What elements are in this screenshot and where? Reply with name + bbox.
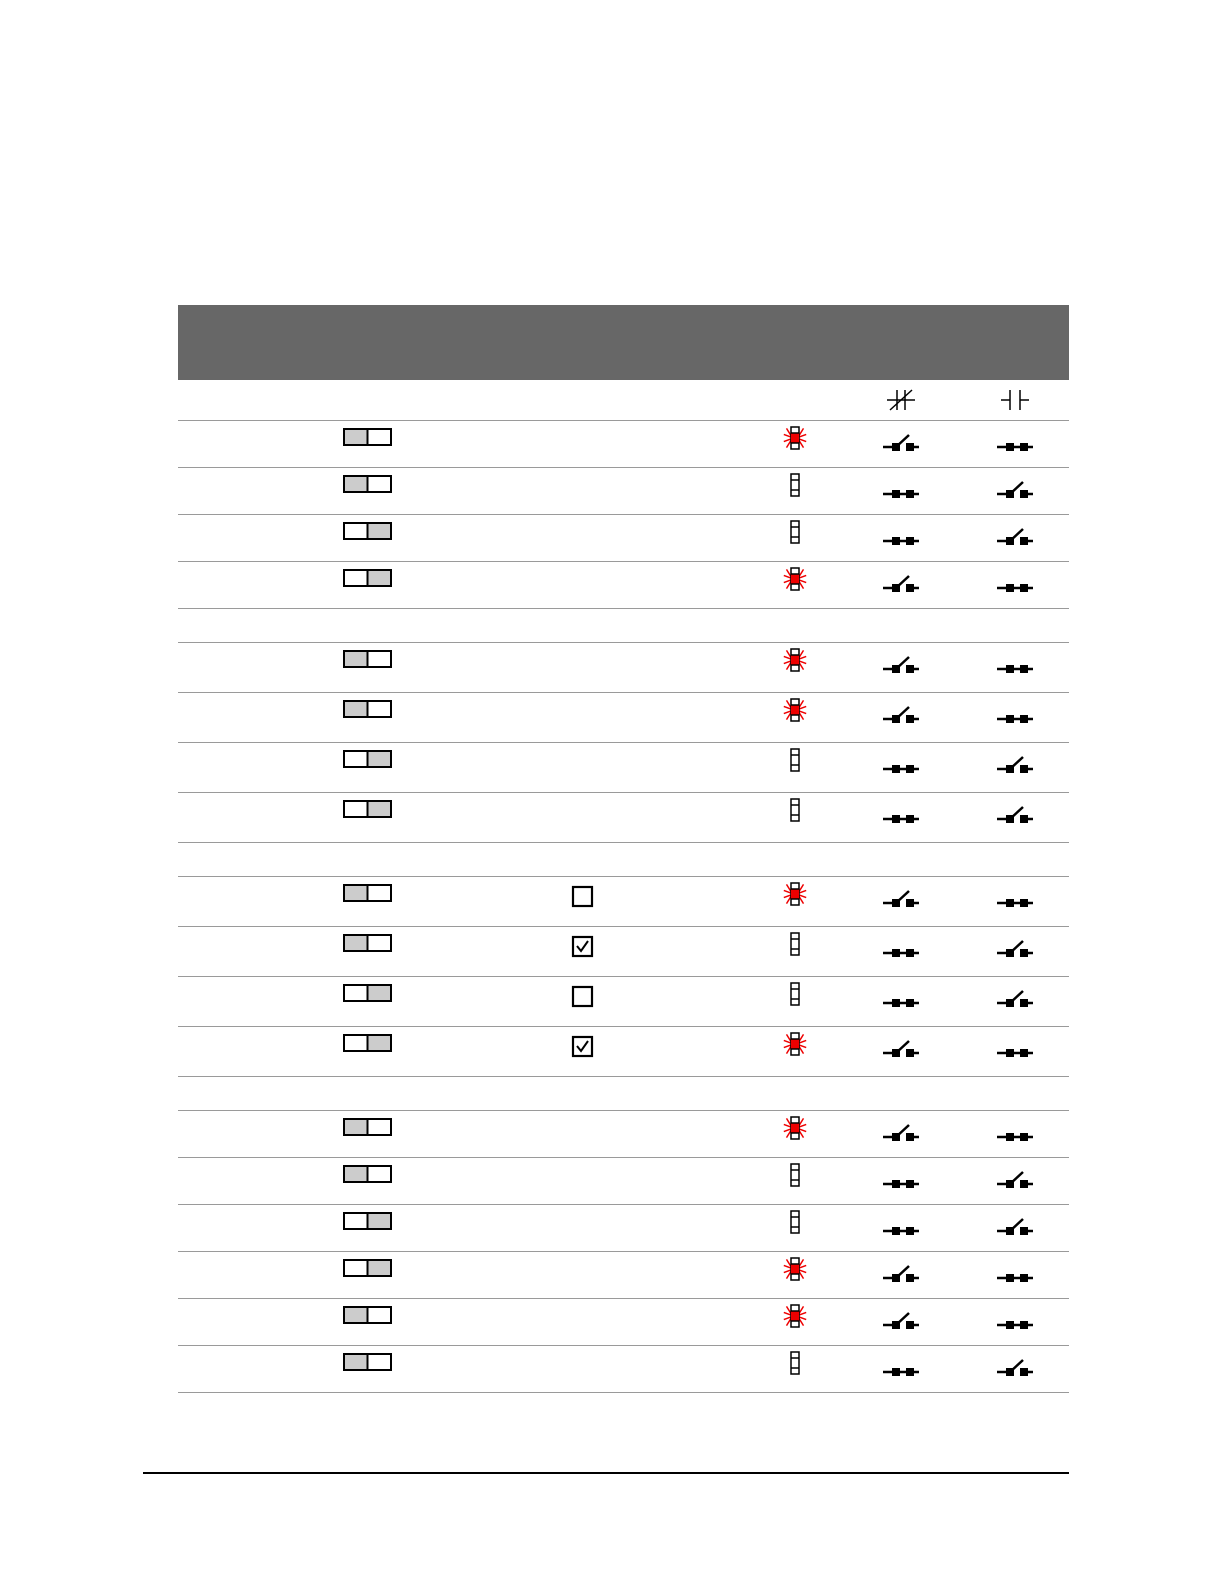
slide-switch-left-icon (343, 697, 393, 719)
no-contact-closed-icon (975, 877, 1055, 917)
led-off-icon (780, 1161, 810, 1189)
nc-contact-cell (861, 1252, 941, 1298)
led-on-icon (780, 1302, 810, 1330)
nc-contact-cell-symbol (861, 562, 941, 608)
led-off-icon (780, 471, 810, 499)
slide-switch-right-icon (343, 519, 393, 541)
no-contact-cell-symbol (975, 1205, 1055, 1251)
switch-cell-symbol (343, 472, 393, 514)
no-contact-closed-icon (975, 562, 1055, 602)
nc-contact-cell (861, 1111, 941, 1157)
no-contact-closed-icon (975, 693, 1055, 733)
led-cell (780, 421, 810, 467)
switch-cell (343, 1205, 393, 1251)
nc-contact-closed-icon (861, 977, 941, 1017)
header-nc-cell (861, 380, 941, 420)
no-contact-cell-symbol (975, 515, 1055, 561)
table-row (178, 1111, 1069, 1158)
switch-cell (343, 793, 393, 842)
nc-contact-open-icon (861, 643, 941, 683)
slide-switch-right-icon (343, 797, 393, 819)
slide-switch-right-icon (343, 1031, 393, 1053)
no-contact-cell-symbol (975, 1346, 1055, 1392)
switch-cell (343, 1346, 393, 1392)
nc-contact-cell-symbol (861, 1158, 941, 1204)
table-row (178, 1205, 1069, 1252)
no-contact-cell (975, 793, 1055, 842)
no-contact-cell (975, 977, 1055, 1026)
led-cell (780, 793, 810, 842)
switch-cell (343, 743, 393, 792)
led-off-icon (780, 796, 810, 824)
nc-contact-cell (861, 562, 941, 608)
led-cell (780, 1111, 810, 1157)
table-row (178, 1158, 1069, 1205)
switch-cell-symbol (343, 1115, 393, 1157)
led-cell-symbol (780, 980, 810, 1026)
slide-switch-left-icon (343, 472, 393, 494)
nc-contact-cell (861, 693, 941, 742)
switch-cell (343, 643, 393, 692)
no-contact-cell-symbol (975, 877, 1055, 926)
table-row (178, 468, 1069, 515)
switch-cell-symbol (343, 647, 393, 692)
switch-cell-symbol (343, 747, 393, 792)
switch-cell-symbol (343, 881, 393, 926)
nc-contact-closed-icon (861, 468, 941, 508)
switch-cell (343, 515, 393, 561)
normally-open-contact-icon (975, 380, 1055, 420)
led-off-icon (780, 1349, 810, 1377)
led-cell (780, 743, 810, 792)
nc-contact-cell-symbol (861, 1252, 941, 1298)
checkbox-cell-symbol (570, 1034, 596, 1076)
led-cell (780, 515, 810, 561)
slide-switch-right-icon (343, 566, 393, 588)
table-row (178, 421, 1069, 468)
table-row (178, 793, 1069, 843)
led-cell-symbol (780, 746, 810, 792)
no-contact-closed-icon (975, 643, 1055, 683)
no-contact-cell (975, 1158, 1055, 1204)
led-off-icon (780, 930, 810, 958)
table-row (178, 562, 1069, 609)
nc-contact-cell-symbol (861, 1205, 941, 1251)
led-cell (780, 468, 810, 514)
checkbox-checked-icon (570, 934, 596, 960)
switch-cell (343, 1252, 393, 1298)
table-row (178, 693, 1069, 743)
no-contact-closed-icon (975, 1252, 1055, 1292)
slide-switch-right-icon (343, 747, 393, 769)
nc-contact-cell-symbol (861, 515, 941, 561)
switch-cell-symbol (343, 697, 393, 742)
table-row (178, 927, 1069, 977)
checkbox-cell-symbol (570, 934, 596, 976)
led-cell-symbol (780, 880, 810, 926)
symbol-header-row (178, 380, 1069, 421)
no-contact-cell-symbol (975, 1252, 1055, 1298)
no-contact-open-icon (975, 1158, 1055, 1198)
led-cell (780, 1158, 810, 1204)
nc-contact-cell (861, 1027, 941, 1076)
nc-contact-closed-icon (861, 515, 941, 555)
switch-cell (343, 562, 393, 608)
nc-contact-cell-symbol (861, 1111, 941, 1157)
led-cell-symbol (780, 424, 810, 467)
table-row (178, 743, 1069, 793)
nc-contact-cell-symbol (861, 1027, 941, 1076)
no-contact-open-icon (975, 793, 1055, 833)
no-contact-cell (975, 421, 1055, 467)
switch-cell-symbol (343, 566, 393, 608)
nc-contact-cell-symbol (861, 877, 941, 926)
switch-cell-symbol (343, 931, 393, 976)
checkbox-cell (568, 977, 598, 1026)
nc-contact-closed-icon (861, 1158, 941, 1198)
nc-contact-cell (861, 1158, 941, 1204)
led-cell (780, 977, 810, 1026)
switch-cell-symbol (343, 519, 393, 561)
table-row (178, 877, 1069, 927)
no-contact-closed-icon (975, 1027, 1055, 1067)
no-contact-cell (975, 468, 1055, 514)
led-cell-symbol (780, 1302, 810, 1345)
checkbox-cell (568, 927, 598, 976)
switch-cell (343, 1158, 393, 1204)
no-contact-cell-symbol (975, 1158, 1055, 1204)
nc-contact-cell-symbol (861, 977, 941, 1026)
led-cell-symbol (780, 1030, 810, 1076)
led-on-icon (780, 880, 810, 908)
nc-contact-cell (861, 643, 941, 692)
no-contact-cell (975, 562, 1055, 608)
header-no-cell (975, 380, 1055, 420)
led-cell-symbol (780, 1349, 810, 1392)
table-row (178, 643, 1069, 693)
led-cell-symbol (780, 471, 810, 514)
led-on-icon (780, 1255, 810, 1283)
switch-cell (343, 421, 393, 467)
led-cell (780, 877, 810, 926)
nc-contact-cell-symbol (861, 643, 941, 692)
no-contact-cell (975, 693, 1055, 742)
nc-contact-open-icon (861, 562, 941, 602)
checkbox-cell-symbol (570, 884, 596, 926)
no-contact-open-icon (975, 468, 1055, 508)
checkbox-cell (568, 877, 598, 926)
nc-contact-cell-symbol (861, 793, 941, 842)
nc-contact-open-icon (861, 1299, 941, 1339)
no-contact-cell (975, 1111, 1055, 1157)
no-contact-closed-icon (975, 1299, 1055, 1339)
table-header-bar (178, 305, 1069, 380)
no-contact-cell-symbol (975, 643, 1055, 692)
group-separator-row (178, 843, 1069, 877)
nc-contact-cell (861, 515, 941, 561)
no-contact-cell (975, 1346, 1055, 1392)
switch-cell (343, 1111, 393, 1157)
no-contact-open-icon (975, 515, 1055, 555)
switch-cell (343, 1299, 393, 1345)
led-cell (780, 1027, 810, 1076)
led-cell-symbol (780, 1161, 810, 1204)
led-cell-symbol (780, 796, 810, 842)
led-on-icon (780, 1114, 810, 1142)
led-cell-symbol (780, 1208, 810, 1251)
switch-cell-symbol (343, 797, 393, 842)
switch-cell (343, 977, 393, 1026)
nc-contact-cell (861, 1205, 941, 1251)
no-contact-cell (975, 1299, 1055, 1345)
slide-switch-left-icon (343, 647, 393, 669)
nc-contact-cell-symbol (861, 1299, 941, 1345)
slide-switch-left-icon (343, 1303, 393, 1325)
led-cell-symbol (780, 1255, 810, 1298)
led-cell (780, 693, 810, 742)
no-contact-cell-symbol (975, 793, 1055, 842)
led-off-icon (780, 980, 810, 1008)
no-contact-cell-symbol (975, 562, 1055, 608)
switch-cell (343, 877, 393, 926)
checkbox-checked-icon (570, 1034, 596, 1060)
no-contact-cell-symbol (975, 693, 1055, 742)
led-off-icon (780, 518, 810, 546)
nc-contact-cell (861, 468, 941, 514)
nc-contact-open-icon (861, 421, 941, 461)
nc-contact-cell (861, 927, 941, 976)
checkbox-unchecked-icon (570, 984, 596, 1010)
nc-contact-open-icon (861, 1027, 941, 1067)
nc-contact-open-icon (861, 877, 941, 917)
table-body (178, 421, 1069, 1393)
led-cell-symbol (780, 930, 810, 976)
no-contact-cell (975, 1205, 1055, 1251)
slide-switch-left-icon (343, 881, 393, 903)
switch-cell-symbol (343, 981, 393, 1026)
slide-switch-left-icon (343, 931, 393, 953)
nc-contact-cell-symbol (861, 1346, 941, 1392)
switch-cell (343, 693, 393, 742)
switch-cell-symbol (343, 1162, 393, 1204)
group-separator-row (178, 1077, 1069, 1111)
led-off-icon (780, 1208, 810, 1236)
nc-contact-cell-symbol (861, 743, 941, 792)
nc-contact-open-icon (861, 693, 941, 733)
no-contact-closed-icon (975, 1111, 1055, 1151)
led-cell (780, 1205, 810, 1251)
led-cell-symbol (780, 646, 810, 692)
led-cell-symbol (780, 696, 810, 742)
nc-contact-cell (861, 793, 941, 842)
switch-cell-symbol (343, 1350, 393, 1392)
no-contact-cell-symbol (975, 1111, 1055, 1157)
table-row (178, 1252, 1069, 1299)
nc-contact-cell-symbol (861, 468, 941, 514)
nc-contact-cell-symbol (861, 693, 941, 742)
slide-switch-right-icon (343, 981, 393, 1003)
no-contact-cell-symbol (975, 927, 1055, 976)
no-contact-open-icon (975, 1205, 1055, 1245)
checkbox-unchecked-icon (570, 884, 596, 910)
no-contact-cell-symbol (975, 468, 1055, 514)
no-contact-cell-symbol (975, 421, 1055, 467)
table-row (178, 515, 1069, 562)
no-contact-cell (975, 743, 1055, 792)
table-row (178, 1027, 1069, 1077)
led-cell (780, 643, 810, 692)
nc-contact-cell (861, 877, 941, 926)
no-contact-cell (975, 877, 1055, 926)
slide-switch-left-icon (343, 425, 393, 447)
nc-contact-open-icon (861, 1252, 941, 1292)
nc-contact-closed-icon (861, 1205, 941, 1245)
table-row (178, 1299, 1069, 1346)
nc-contact-cell-symbol (861, 421, 941, 467)
led-cell-symbol (780, 518, 810, 561)
nc-contact-closed-icon (861, 1346, 941, 1386)
slide-switch-right-icon (343, 1209, 393, 1231)
switch-cell (343, 927, 393, 976)
no-contact-cell-symbol (975, 977, 1055, 1026)
nc-contact-closed-icon (861, 793, 941, 833)
slide-switch-left-icon (343, 1350, 393, 1372)
no-contact-cell (975, 643, 1055, 692)
nc-contact-cell (861, 421, 941, 467)
switch-cell-symbol (343, 1303, 393, 1345)
checkbox-cell-symbol (570, 984, 596, 1026)
no-contact-cell (975, 1027, 1055, 1076)
led-cell (780, 927, 810, 976)
led-on-icon (780, 1030, 810, 1058)
no-contact-closed-icon (975, 421, 1055, 461)
switch-cell-symbol (343, 1256, 393, 1298)
no-contact-cell (975, 515, 1055, 561)
no-contact-cell (975, 927, 1055, 976)
slide-switch-left-icon (343, 1115, 393, 1137)
no-contact-cell-symbol (975, 743, 1055, 792)
table-row (178, 977, 1069, 1027)
switch-cell (343, 1027, 393, 1076)
led-cell (780, 1299, 810, 1345)
switch-cell-symbol (343, 1031, 393, 1076)
normally-closed-contact-icon (861, 380, 941, 420)
switch-cell (343, 468, 393, 514)
footer-rule (143, 1472, 1069, 1474)
no-contact-cell (975, 1252, 1055, 1298)
switch-cell-symbol (343, 425, 393, 467)
led-on-icon (780, 565, 810, 593)
slide-switch-left-icon (343, 1162, 393, 1184)
nc-contact-cell-symbol (861, 927, 941, 976)
no-contact-open-icon (975, 977, 1055, 1017)
no-contact-cell-symbol (975, 1027, 1055, 1076)
contact-state-table (178, 305, 1069, 1393)
nc-contact-cell (861, 1346, 941, 1392)
nc-contact-closed-icon (861, 743, 941, 783)
nc-contact-cell (861, 743, 941, 792)
led-on-icon (780, 646, 810, 674)
nc-contact-closed-icon (861, 927, 941, 967)
no-contact-open-icon (975, 927, 1055, 967)
led-cell (780, 1346, 810, 1392)
nc-contact-open-icon (861, 1111, 941, 1151)
led-on-icon (780, 696, 810, 724)
no-contact-open-icon (975, 743, 1055, 783)
no-contact-cell-symbol (975, 1299, 1055, 1345)
led-cell (780, 562, 810, 608)
nc-contact-cell (861, 977, 941, 1026)
nc-contact-cell (861, 1299, 941, 1345)
group-separator-row (178, 609, 1069, 643)
led-cell-symbol (780, 1114, 810, 1157)
no-contact-open-icon (975, 1346, 1055, 1386)
checkbox-cell (568, 1027, 598, 1076)
slide-switch-right-icon (343, 1256, 393, 1278)
led-on-icon (780, 424, 810, 452)
led-off-icon (780, 746, 810, 774)
led-cell-symbol (780, 565, 810, 608)
led-cell (780, 1252, 810, 1298)
switch-cell-symbol (343, 1209, 393, 1251)
table-row (178, 1346, 1069, 1393)
